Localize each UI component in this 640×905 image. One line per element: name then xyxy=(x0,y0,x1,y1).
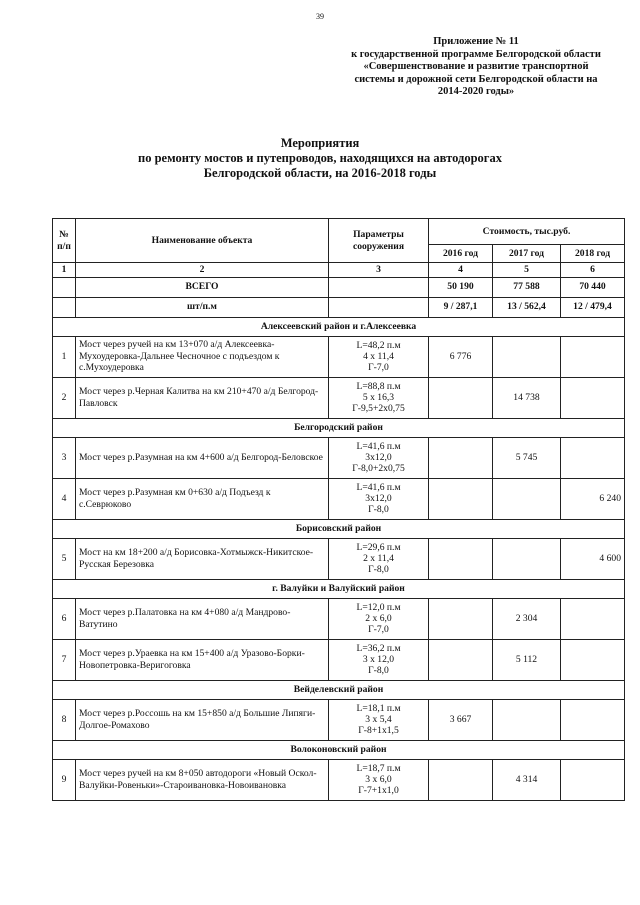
row-num: 4 xyxy=(53,478,76,519)
header-params: Параметры сооружения xyxy=(329,219,429,263)
total-2017: 77 588 xyxy=(493,277,561,297)
table-row xyxy=(53,639,625,680)
total-label: ВСЕГО xyxy=(76,277,329,297)
header-2018: 2018 год xyxy=(561,245,625,263)
cost-2017: 5 745 xyxy=(493,437,561,478)
region-title: Вейделевский район xyxy=(53,680,625,699)
header-name: Наименование объекта xyxy=(76,219,329,263)
cost-2018 xyxy=(561,377,625,418)
row-num: 2 xyxy=(53,377,76,418)
header-cost: Стоимость, тыс.руб. xyxy=(429,219,625,245)
row-num: 7 xyxy=(53,639,76,680)
cost-2017 xyxy=(493,699,561,740)
region-row xyxy=(53,418,625,437)
units-2018: 12 / 479,4 xyxy=(561,297,625,317)
index-cell: 6 xyxy=(561,263,625,278)
cost-2016: 6 776 xyxy=(429,336,493,377)
region-title: Белгородский район xyxy=(53,418,625,437)
appendix-line: системы и дорожной сети Белгородской области на xyxy=(354,73,598,85)
appendix-line: «Совершенствование и развитие транспортной xyxy=(363,61,589,72)
title-line: Белгородской области, на 2016-2018 годы xyxy=(203,166,437,180)
region-row xyxy=(53,317,625,336)
structure-params: L=29,6 п.м 2 х 11,4 Г-8,0 xyxy=(329,538,429,579)
cost-2018 xyxy=(561,759,625,800)
object-name: Мост через р.Ураевка на км 15+400 а/д Уразово-Борки-Новопетровка-Веригоговка xyxy=(76,639,329,680)
region-row xyxy=(53,740,625,759)
structure-params: L=41,6 п.м 3х12,0 Г-8,0+2х0,75 xyxy=(329,437,429,478)
row-num: 8 xyxy=(53,699,76,740)
table-row xyxy=(53,699,625,740)
object-name: Мост через р.Палатовка на км 4+080 а/д Мандрово-Ватутино xyxy=(76,598,329,639)
cost-2016: 3 667 xyxy=(429,699,493,740)
region-row xyxy=(53,519,625,538)
cost-2017 xyxy=(493,538,561,579)
structure-params: L=18,1 п.м 3 х 5,4 Г-8+1х1,5 xyxy=(329,699,429,740)
cost-2018 xyxy=(561,336,625,377)
units-row xyxy=(53,297,625,317)
header-2016: 2016 год xyxy=(429,245,493,263)
cost-2017: 14 738 xyxy=(493,377,561,418)
row-num: 5 xyxy=(53,538,76,579)
units-2017: 13 / 562,4 xyxy=(493,297,561,317)
region-row xyxy=(53,680,625,699)
row-num: 3 xyxy=(53,437,76,478)
appendix-line: 2014-2020 годы» xyxy=(437,86,515,97)
cost-2017: 5 112 xyxy=(493,639,561,680)
title-line: Мероприятия xyxy=(280,136,360,150)
bridges-table xyxy=(52,218,625,801)
cost-2018 xyxy=(561,437,625,478)
total-2016: 50 190 xyxy=(429,277,493,297)
page-number: 39 xyxy=(316,12,324,21)
row-num: 6 xyxy=(53,598,76,639)
index-cell: 5 xyxy=(493,263,561,278)
total-2018: 70 440 xyxy=(561,277,625,297)
cost-2016 xyxy=(429,759,493,800)
appendix-line: к государственной программе Белгородской области xyxy=(351,48,601,60)
table-row xyxy=(53,336,625,377)
structure-params: L=41,6 п.м 3х12,0 Г-8,0 xyxy=(329,478,429,519)
object-name: Мост через р.Разумная км 0+630 а/д Подъезд к с.Севрюково xyxy=(76,478,329,519)
structure-params: L=36,2 п.м 3 х 12,0 Г-8,0 xyxy=(329,639,429,680)
cost-2018 xyxy=(561,639,625,680)
table-row xyxy=(53,377,625,418)
row-num: 9 xyxy=(53,759,76,800)
object-name: Мост через р.Разумная на км 4+600 а/д Белгород-Беловское xyxy=(76,437,329,478)
region-row xyxy=(53,579,625,598)
region-title: Алексеевский район и г.Алексеевка xyxy=(53,317,625,336)
object-name: Мост через р.Черная Калитва на км 210+470 а/д Белгород-Павловск xyxy=(76,377,329,418)
header-num: № п/п xyxy=(53,219,76,263)
structure-params: L=18,7 п.м 3 х 6,0 Г-7+1х1,0 xyxy=(329,759,429,800)
cost-2016 xyxy=(429,639,493,680)
table-row xyxy=(53,478,625,519)
object-name: Мост через ручей на км 8+050 автодороги «Новый Оскол-Валуйки-Ровеньки»-Староивановка-Новоивановка xyxy=(76,759,329,800)
appendix-header xyxy=(336,36,616,99)
table-row xyxy=(53,598,625,639)
structure-params: L=48,2 п.м 4 х 11,4 Г-7,0 xyxy=(329,336,429,377)
index-cell: 4 xyxy=(429,263,493,278)
table-row xyxy=(53,759,625,800)
title-line: по ремонту мостов и путепроводов, находящихся на автодорогах xyxy=(138,151,502,165)
cost-2017 xyxy=(493,336,561,377)
cost-2017 xyxy=(493,478,561,519)
object-name: Мост через ручей на км 13+070 а/д Алексеевка-Мухоудеровка-Дальнее Чесночное с подъездом к с.Мухоудеровка xyxy=(76,336,329,377)
structure-params: L=12,0 п.м 2 х 6,0 Г-7,0 xyxy=(329,598,429,639)
units-2016: 9 / 287,1 xyxy=(429,297,493,317)
appendix-line: Приложение № 11 xyxy=(433,36,519,47)
cost-2016 xyxy=(429,478,493,519)
index-cell: 1 xyxy=(53,263,76,278)
structure-params: L=88,8 п.м 5 х 16,3 Г-9,5+2х0,75 xyxy=(329,377,429,418)
total-row xyxy=(53,277,625,297)
header-2017: 2017 год xyxy=(493,245,561,263)
cost-2017: 2 304 xyxy=(493,598,561,639)
cost-2018 xyxy=(561,699,625,740)
object-name: Мост на км 18+200 а/д Борисовка-Хотмыжск-Никитское-Русская Березовка xyxy=(76,538,329,579)
row-num: 1 xyxy=(53,336,76,377)
cost-2017: 4 314 xyxy=(493,759,561,800)
cost-2016 xyxy=(429,377,493,418)
table-row xyxy=(53,437,625,478)
cost-2016 xyxy=(429,538,493,579)
index-cell: 3 xyxy=(329,263,429,278)
cost-2018: 6 240 xyxy=(561,478,625,519)
document-title xyxy=(0,136,640,181)
units-label: шт/п.м xyxy=(76,297,329,317)
table-row xyxy=(53,538,625,579)
cost-2016 xyxy=(429,437,493,478)
cost-2018: 4 600 xyxy=(561,538,625,579)
object-name: Мост через р.Россошь на км 15+850 а/д Большие Липяги-Долгое-Ромахово xyxy=(76,699,329,740)
index-cell: 2 xyxy=(76,263,329,278)
region-title: Борисовский район xyxy=(53,519,625,538)
region-title: г. Валуйки и Валуйский район xyxy=(53,579,625,598)
cost-2018 xyxy=(561,598,625,639)
cost-2016 xyxy=(429,598,493,639)
region-title: Волоконовский район xyxy=(53,740,625,759)
